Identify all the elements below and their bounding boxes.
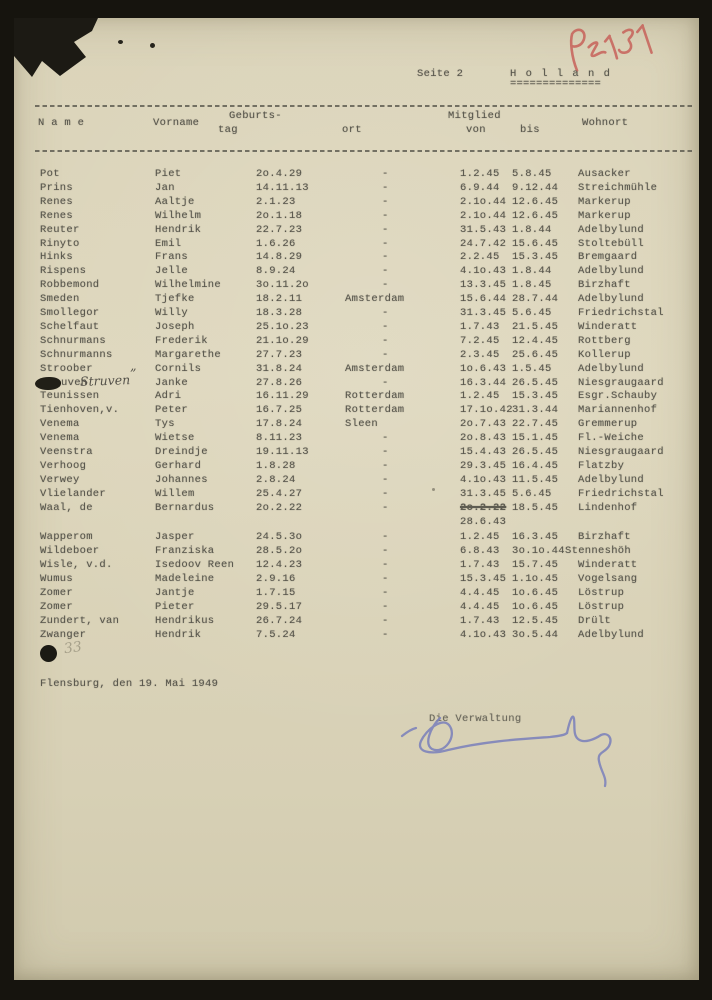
cell-geburtstag: 19.11.13 (256, 446, 309, 458)
cell-vorname: Hendrik (155, 628, 202, 641)
cell-mitglied-von: 15.3.45 (460, 573, 507, 586)
cell-vorname: Wietse (155, 432, 195, 445)
table-row (14, 238, 699, 252)
cell-geburtstag: 17.8.24 (256, 418, 303, 431)
cell-mitglied-bis: 16.3.45 (512, 531, 559, 544)
cell-mitglied-bis: 1o.6.45 (512, 587, 559, 599)
cell-name: Zomer (40, 587, 74, 599)
cell-geburtsort: Rotterdam (345, 390, 405, 403)
cell-name: Schelfaut (40, 320, 100, 333)
cell-mitglied-von: 7.2.45 (460, 334, 500, 347)
col-header-bis: bis (520, 124, 540, 136)
cell-name: Hinks (40, 251, 74, 264)
cell-geburtstag: 2o.4.29 (256, 168, 303, 180)
cell-mitglied-bis: 26.5.45 (512, 376, 559, 389)
cell-mitglied-bis: 1o.6.45 (512, 600, 559, 613)
cell-wohnort: Winderatt (578, 559, 638, 572)
cell-geburtstag: 12.4.23 (256, 559, 303, 572)
cell-mitglied-bis: 15.7.45 (512, 559, 559, 572)
table-row (14, 502, 699, 516)
cell-geburtsort: - (382, 251, 389, 264)
cell-wohnort: Löstrup (578, 600, 625, 613)
cell-wohnort: Gremmerup (578, 418, 638, 431)
cell-wohnort: Stoltebüll (578, 237, 645, 250)
cell-wohnort: Adelbylund (578, 473, 645, 486)
table-row (14, 615, 699, 629)
cell-name: Rinyto (40, 237, 80, 250)
cell-geburtstag: 26.7.24 (256, 614, 303, 627)
cell-name: Veenstra (40, 446, 93, 458)
cell-mitglied-von: 4.1o.43 (460, 473, 507, 486)
cell-mitglied-bis: 3o.1o.44 (512, 545, 565, 558)
cell-mitglied-von: 6.9.44 (460, 181, 500, 194)
cell-geburtsort: - (382, 279, 389, 292)
cell-vorname: Janke (155, 376, 189, 389)
cell-geburtstag: 2o.1.18 (256, 209, 303, 222)
cell-mitglied-bis: 31.3.44 (512, 404, 559, 417)
cell-mitglied-bis: 15.3.45 (512, 251, 559, 264)
cell-vorname: Johannes (155, 473, 208, 486)
table-row (14, 210, 699, 224)
cell-geburtsort: Amsterdam (345, 293, 405, 306)
cell-vorname: Gerhard (155, 459, 202, 472)
cell-vorname: Dreindje (155, 446, 208, 458)
cell-name: Stroober (40, 362, 93, 375)
cell-vorname: Jan (155, 181, 175, 194)
cell-mitglied-bis: 15.6.45 (512, 237, 559, 250)
cell-wohnort: Stenneshöh (565, 545, 632, 558)
cell-geburtstag: 16.11.29 (256, 390, 309, 403)
cell-geburtsort: - (382, 487, 389, 500)
cell-mitglied-von: 1.7.43 (460, 320, 500, 333)
cell-geburtsort: - (382, 168, 389, 180)
cell-mitglied-bis: 15.3.45 (512, 390, 559, 403)
cell-mitglied-von-correction: 28.6.43 (460, 515, 507, 528)
table-row (14, 629, 699, 643)
table-row (14, 573, 699, 587)
cell-geburtstag: 2.9.16 (256, 573, 296, 586)
cell-geburtstag: 18.3.28 (256, 307, 303, 319)
cell-geburtsort: - (382, 181, 389, 194)
torn-corner-blob (14, 18, 109, 83)
separator-line (35, 150, 693, 152)
cell-mitglied-von: 13.3.45 (460, 279, 507, 292)
table-row-correction (14, 516, 699, 530)
cell-wohnort: Drült (578, 614, 612, 627)
cell-geburtsort: - (382, 614, 389, 627)
cell-vorname: Madeleine (155, 573, 215, 586)
cell-name: Tienhoven,v. (40, 404, 120, 417)
cell-mitglied-von: 31.3.45 (460, 307, 507, 319)
cell-name: Reuter (40, 223, 80, 236)
cell-geburtsort: - (382, 559, 389, 572)
col-header-vorname: Vorname (153, 117, 200, 129)
cell-name: uven (61, 376, 88, 389)
table-row (14, 196, 699, 210)
cell-geburtstag: 31.8.24 (256, 362, 303, 375)
cell-vorname: Tjefke (155, 293, 195, 306)
cell-name: Smeden (40, 293, 80, 306)
cell-geburtsort: - (382, 459, 389, 472)
cell-vorname: Willy (155, 307, 189, 319)
cell-vorname: Tys (155, 418, 175, 431)
cell-vorname: Emil (155, 237, 182, 250)
table-row (14, 432, 699, 446)
cell-vorname: Isedoov Reen (155, 559, 235, 572)
table-row (14, 474, 699, 488)
cell-vorname: Frederik (155, 334, 208, 347)
paper-sheet (14, 18, 699, 980)
cell-mitglied-von: 4.4.45 (460, 587, 500, 599)
cell-vorname: Aaltje (155, 195, 195, 208)
cell-mitglied-bis: 26.5.45 (512, 446, 559, 458)
cell-geburtstag: 28.5.2o (256, 545, 303, 558)
cell-vorname: Pieter (155, 600, 195, 613)
cell-mitglied-von: 4.1o.43 (460, 265, 507, 278)
cell-wohnort: Löstrup (578, 587, 625, 599)
cell-vorname: Wilhelm (155, 209, 202, 222)
cell-mitglied-von: 15.6.44 (460, 293, 507, 306)
cell-geburtstag: 3o.11.2o (256, 279, 309, 292)
cell-vorname: Bernardus (155, 501, 215, 514)
cell-geburtstag: 24.5.3o (256, 531, 303, 544)
cell-mitglied-von: 31.3.45 (460, 487, 507, 500)
cell-wohnort: Niesgraugaard (578, 446, 664, 458)
col-header-wohnort: Wohnort (582, 117, 629, 129)
cell-geburtsort: - (382, 195, 389, 208)
cell-mitglied-von: 1o.6.43 (460, 362, 507, 375)
cell-mitglied-von: 2.3.45 (460, 348, 500, 361)
table-row (14, 559, 699, 573)
country-title-underline: ============== (510, 78, 602, 90)
separator-line (35, 105, 693, 107)
cell-geburtsort: - (382, 320, 389, 333)
table-row (14, 265, 699, 279)
cell-geburtstag: 14.8.29 (256, 251, 303, 264)
cell-geburtstag: 2o.2.22 (256, 501, 303, 514)
cell-mitglied-bis: 16.4.45 (512, 459, 559, 472)
table-row (14, 545, 699, 559)
table-row (14, 307, 699, 321)
cell-geburtsort: - (382, 334, 389, 347)
cell-geburtstag: 27.7.23 (256, 348, 303, 361)
cell-geburtsort: - (382, 209, 389, 222)
table-row (14, 224, 699, 238)
cell-mitglied-bis: 5.8.45 (512, 168, 552, 180)
cell-mitglied-bis: 18.5.45 (512, 501, 559, 514)
cell-mitglied-bis: 12.6.45 (512, 195, 559, 208)
cell-mitglied-bis: 5.6.45 (512, 307, 552, 319)
cell-name: Schnurmans (40, 334, 107, 347)
cell-mitglied-bis: 22.7.45 (512, 418, 559, 431)
cell-mitglied-bis: 12.4.45 (512, 334, 559, 347)
cell-geburtstag: 1.6.26 (256, 237, 296, 250)
table-row (14, 349, 699, 363)
cell-name: Venema (40, 418, 80, 431)
table-row (14, 321, 699, 335)
cell-mitglied-von: 1.2.45 (460, 390, 500, 403)
cell-name: Verwey (40, 473, 80, 486)
col-header-geburts: Geburts- (229, 110, 282, 122)
cell-vorname: Frans (155, 251, 189, 264)
cell-mitglied-bis: 3o.5.44 (512, 628, 559, 641)
cell-wohnort: Friedrichstal (578, 307, 664, 319)
table-row (14, 182, 699, 196)
cell-vorname: Piet (155, 168, 182, 180)
cell-mitglied-bis: 9.12.44 (512, 181, 559, 194)
cell-name: Prins (40, 181, 74, 194)
cell-geburtstag: 22.7.23 (256, 223, 303, 236)
cell-geburtstag: 8.9.24 (256, 265, 296, 278)
cell-name: Renes (40, 209, 74, 222)
cell-mitglied-von: 2.1o.44 (460, 209, 507, 222)
col-header-mitglied: Mitglied (448, 110, 501, 122)
cell-geburtsort: - (382, 223, 389, 236)
cell-geburtsort: - (382, 348, 389, 361)
cell-mitglied-bis: 1.1o.45 (512, 573, 559, 586)
cell-wohnort: Adelbylund (578, 223, 645, 236)
cell-geburtsort: Rotterdam (345, 404, 405, 417)
cell-geburtsort: - (382, 473, 389, 486)
cell-mitglied-bis: 28.7.44 (512, 293, 559, 306)
cell-vorname: Hendrikus (155, 614, 215, 627)
cell-name: Verhoog (40, 459, 87, 472)
cell-mitglied-bis: 12.6.45 (512, 209, 559, 222)
cell-geburtstag: 18.2.11 (256, 293, 303, 306)
cell-vorname: Jantje (155, 587, 195, 599)
cell-name: Vlielander (40, 487, 107, 500)
cell-vorname: Joseph (155, 320, 195, 333)
table-row (14, 488, 699, 502)
handwritten-name-correction: Struven (79, 371, 131, 389)
cell-mitglied-von: 1.7.43 (460, 614, 500, 627)
cell-mitglied-von: 4.4.45 (460, 600, 500, 613)
table-row (14, 460, 699, 474)
cell-geburtstag: 21.1o.29 (256, 334, 309, 347)
cell-wohnort: Adelbylund (578, 362, 645, 375)
cell-mitglied-von: 1.2.45 (460, 168, 500, 180)
col-header-tag: tag (218, 124, 238, 136)
cell-name: Wildeboer (40, 545, 100, 558)
cell-mitglied-von: 2o.7.43 (460, 418, 507, 431)
cell-mitglied-von: 24.7.42 (460, 237, 507, 250)
cell-wohnort: Streichmühle (578, 181, 658, 194)
cell-mitglied-bis: 12.5.45 (512, 614, 559, 627)
cell-geburtsort: - (382, 587, 389, 599)
dirt-speck (118, 40, 123, 44)
cell-mitglied-bis: 1.8.45 (512, 279, 552, 292)
cell-name: Teunissen (40, 390, 100, 403)
cell-mitglied-bis: 5.6.45 (512, 487, 552, 500)
cell-wohnort: Mariannenhof (578, 404, 658, 417)
cell-vorname: Willem (155, 487, 195, 500)
table-row (14, 293, 699, 307)
cell-mitglied-von: 6.8.43 (460, 545, 500, 558)
table-row (14, 587, 699, 601)
cell-geburtsort: - (382, 307, 389, 319)
table-row (14, 404, 699, 418)
cell-wohnort: Birzhaft (578, 279, 631, 292)
cell-mitglied-von: 2.2.45 (460, 251, 500, 264)
country-title: H o l l a n d (510, 68, 612, 80)
cell-mitglied-bis: 1.8.44 (512, 223, 552, 236)
cell-name: Wapperom (40, 531, 93, 544)
cell-geburtstag: 14.11.13 (256, 181, 309, 194)
cell-wohnort: Kollerup (578, 348, 631, 361)
cell-geburtsort: Sleen (345, 418, 379, 431)
cell-wohnort: Winderatt (578, 320, 638, 333)
cell-name: Venema (40, 432, 80, 445)
table-row (14, 279, 699, 293)
cell-mitglied-bis: 1.5.45 (512, 362, 552, 375)
cell-geburtstag: 7.5.24 (256, 628, 296, 641)
cell-wohnort: Adelbylund (578, 628, 645, 641)
cell-geburtsort: - (382, 237, 389, 250)
cell-name: Zundert, van (40, 614, 120, 627)
cell-mitglied-bis: 15.1.45 (512, 432, 559, 445)
cell-wohnort: Rottberg (578, 334, 631, 347)
cell-mitglied-von: 15.4.43 (460, 446, 507, 458)
cell-geburtstag: 16.7.25 (256, 404, 303, 417)
cell-name: Zomer (40, 600, 74, 613)
cell-geburtstag: 25.1o.23 (256, 320, 309, 333)
cell-name: Smollegor (40, 307, 100, 319)
cell-wohnort: Markerup (578, 195, 631, 208)
cell-wohnort: Friedrichstal (578, 487, 664, 500)
cell-geburtstag: 2.8.24 (256, 473, 296, 486)
cell-name: Robbemond (40, 279, 100, 292)
cell-wohnort: Adelbylund (578, 293, 645, 306)
ink-blot (35, 377, 61, 390)
cell-mitglied-von: 17.1o.42 (460, 404, 513, 417)
cell-geburtsort: - (382, 545, 389, 558)
cell-geburtsort: - (382, 432, 389, 445)
cell-geburtstag: 1.8.28 (256, 459, 296, 472)
cell-mitglied-von: 4.1o.43 (460, 628, 507, 641)
cell-name: Zwanger (40, 628, 87, 641)
cell-wohnort: Vogelsang (578, 573, 638, 586)
cell-vorname: Franziska (155, 545, 215, 558)
cell-wohnort: Adelbylund (578, 265, 645, 278)
cell-geburtsort: - (382, 573, 389, 586)
cell-name: Pot (40, 168, 60, 180)
col-header-name: N a m e (38, 117, 85, 129)
dirt-speck (150, 43, 155, 48)
cell-geburtsort: - (382, 265, 389, 278)
cell-geburtsort: - (382, 628, 389, 641)
table-row (14, 531, 699, 545)
table-row (14, 418, 699, 432)
cell-wohnort: Markerup (578, 209, 631, 222)
table-row (14, 371, 699, 391)
cell-wohnort: Fl.-Weiche (578, 432, 645, 445)
cell-name: Rispens (40, 265, 87, 278)
cell-mitglied-von: 1.7.43 (460, 559, 500, 572)
cell-mitglied-bis: 21.5.45 (512, 320, 559, 333)
cell-wohnort: Flatzby (578, 459, 625, 472)
cell-geburtstag: 1.7.15 (256, 587, 296, 599)
cell-geburtsort: - (382, 600, 389, 613)
cell-vorname: Jelle (155, 265, 189, 278)
cell-name: Renes (40, 195, 74, 208)
cell-vorname: Jasper (155, 531, 195, 544)
cell-geburtsort: - (382, 531, 389, 544)
cell-geburtstag: 2.1.23 (256, 195, 296, 208)
cell-mitglied-von: 31.5.43 (460, 223, 507, 236)
cell-geburtstag: 25.4.27 (256, 487, 303, 500)
cell-mitglied-bis: 11.5.45 (512, 473, 559, 486)
place-date-line: Flensburg, den 19. Mai 1949 (40, 678, 219, 690)
table-row (14, 168, 699, 182)
hole-punch-dot (40, 645, 57, 662)
cell-mitglied-von: 29.3.45 (460, 459, 507, 472)
cell-wohnort: Ausacker (578, 168, 631, 180)
table-row (14, 601, 699, 615)
signature-label: Die Verwaltung (429, 713, 522, 725)
cell-mitglied-von: 16.3.44 (460, 376, 507, 389)
cell-vorname: Wilhelmine (155, 279, 222, 292)
cell-name: Wisle, v.d. (40, 559, 113, 572)
cell-wohnort: Bremgaard (578, 251, 638, 264)
cell-geburtsort: - (382, 446, 389, 458)
cell-mitglied-von: 2o.8.43 (460, 432, 507, 445)
cell-geburtstag: 27.8.26 (256, 376, 303, 389)
cell-mitglied-von: 2o.2.22 (460, 501, 507, 514)
pencil-count-note: 33 (62, 638, 83, 658)
page-number: Seite 2 (417, 68, 464, 80)
cell-geburtsort: Amsterdam (345, 362, 405, 375)
cell-geburtstag: 8.11.23 (256, 432, 303, 445)
cell-wohnort: Lindenhof (578, 501, 638, 514)
signature-ink (394, 694, 644, 804)
cell-wohnort: Esgr.Schauby (578, 390, 658, 403)
cell-vorname: Peter (155, 404, 189, 417)
cell-mitglied-von: 2.1o.44 (460, 195, 507, 208)
handwritten-ditto-mark: „ (129, 357, 137, 373)
cell-name: Schnurmanns (40, 348, 113, 361)
cell-vorname: Adri (155, 390, 182, 403)
table-row (14, 335, 699, 349)
cell-mitglied-bis: 1.8.44 (512, 265, 552, 278)
cell-mitglied-bis: 25.6.45 (512, 348, 559, 361)
cell-wohnort: Birzhaft (578, 531, 631, 544)
cell-name: Waal, de (40, 501, 93, 514)
table-row (14, 390, 699, 404)
cell-vorname: Cornils (155, 362, 202, 375)
cell-mitglied-von: 1.2.45 (460, 531, 500, 544)
cell-geburtstag: 29.5.17 (256, 600, 303, 613)
cell-vorname: Margarethe (155, 348, 222, 361)
cell-name: Wumus (40, 573, 74, 586)
table-row (14, 446, 699, 460)
cell-vorname: Hendrik (155, 223, 202, 236)
cell-geburtsort: - (382, 501, 389, 514)
cell-geburtsort: - (382, 376, 389, 389)
cell-wohnort: Niesgraugaard (578, 376, 664, 389)
table-row (14, 251, 699, 265)
col-header-von: von (466, 124, 486, 136)
col-header-ort: ort (342, 124, 362, 136)
